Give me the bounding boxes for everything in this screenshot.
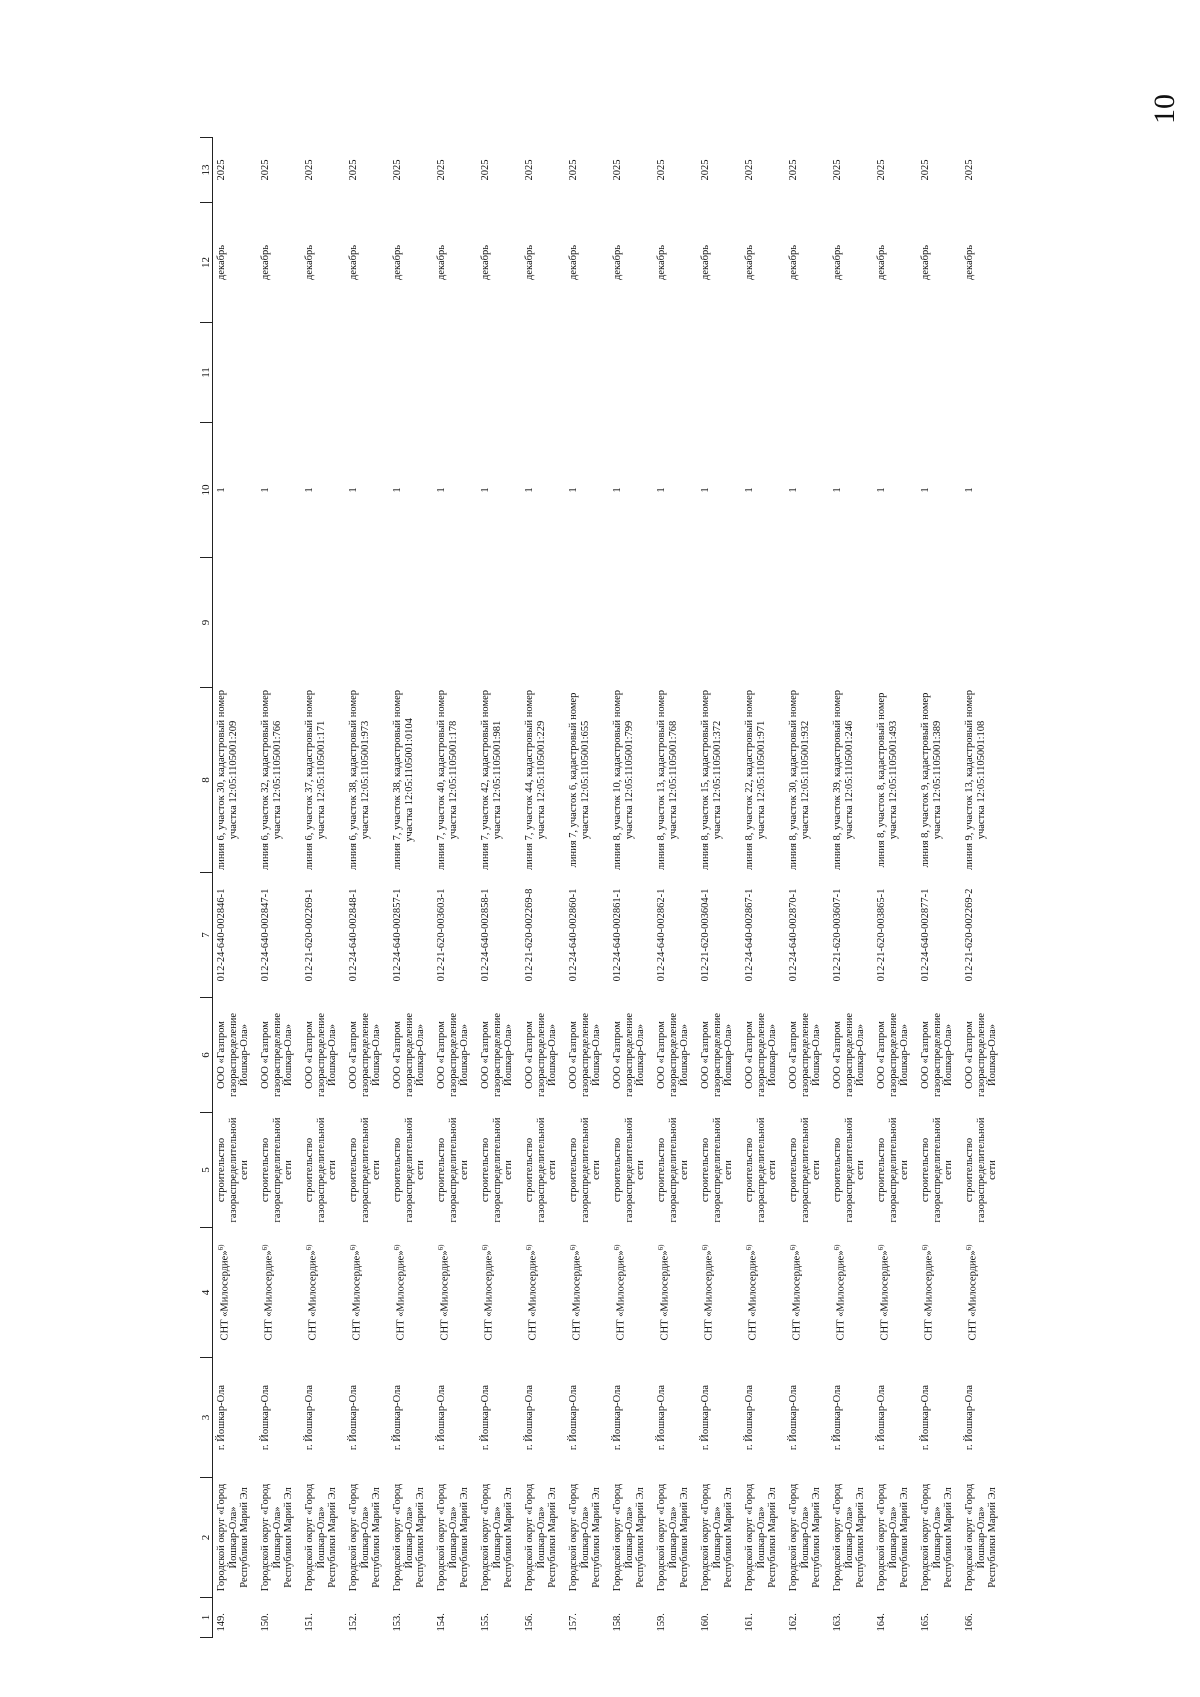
organization: ООО «Газпром газораспределение Йошкар-Ола» — [700, 1012, 734, 1098]
object-name: СНТ «Милосердие»$^{6)}$ — [261, 1244, 275, 1341]
object-name: СНТ «Милосердие»$^{6)}$ — [921, 1244, 935, 1341]
work-type: строительство газораспределительной сети — [700, 1117, 734, 1223]
column-11-value — [477, 323, 521, 423]
row-number: 155. — [480, 1613, 491, 1632]
column-11-value — [301, 323, 345, 423]
connections-count: 1 — [656, 487, 667, 493]
connections-count: 1 — [744, 487, 755, 493]
municipal-district: Городской округ «Город Йошкар-Ола» Республики Марий Эл — [392, 1483, 426, 1592]
column-11-value — [345, 323, 389, 423]
work-type: строительство газораспределительной сети — [832, 1117, 866, 1223]
completion-month: декабрь — [964, 245, 975, 280]
organization: ООО «Газпром газораспределение Йошкар-Ола» — [480, 1012, 514, 1098]
settlement: г. Йошкар-Ола — [920, 1384, 931, 1451]
row-number: 164. — [876, 1613, 887, 1632]
plot-address: линия 8, участок 15, кадастровый номер участка 12:05:1105001:372 — [700, 689, 723, 871]
organization: ООО «Газпром газораспределение Йошкар-Ола» — [524, 1012, 558, 1098]
row-number: 160. — [700, 1613, 711, 1632]
completion-month: декабрь — [480, 245, 491, 280]
connections-count: 1 — [876, 487, 887, 493]
settlement: г. Йошкар-Ола — [744, 1384, 755, 1451]
column-9-value — [609, 558, 653, 688]
application-code: 012-21-620-002269-1 — [304, 888, 315, 982]
completion-year: 2025 — [216, 159, 227, 181]
connections-count: 1 — [788, 487, 799, 493]
plot-address: линия 8, участок 8, кадастровый номер участка 12:05:1105001:493 — [876, 692, 899, 868]
footnote-mark: 6) — [701, 1244, 709, 1251]
plot-address: линия 6, участок 38, кадастровый номер участка 12:05:1105001:973 — [348, 689, 371, 871]
settlement: г. Йошкар-Ола — [656, 1384, 667, 1451]
completion-month: декабрь — [700, 245, 711, 280]
municipal-district: Городской округ «Город Йошкар-Ола» Республики Марий Эл — [348, 1483, 382, 1592]
connections-count: 1 — [260, 487, 271, 493]
application-code: 012-21-620-002269-2 — [964, 888, 975, 982]
completion-year: 2025 — [920, 159, 931, 181]
settlement: г. Йошкар-Ола — [876, 1384, 887, 1451]
application-code: 012-24-640-002848-1 — [348, 888, 359, 982]
settlement: г. Йошкар-Ола — [700, 1384, 711, 1451]
page-number: 10 — [1148, 94, 1181, 124]
table-row — [609, 138, 653, 1638]
footnote-mark: 6) — [217, 1244, 225, 1251]
settlement: г. Йошкар-Ола — [524, 1384, 535, 1451]
row-number: 162. — [788, 1613, 799, 1632]
organization: ООО «Газпром газораспределение Йошкар-Ола» — [612, 1012, 646, 1098]
table-row — [961, 138, 1005, 1638]
settlement: г. Йошкар-Ола — [568, 1384, 579, 1451]
column-number: 11 — [200, 323, 213, 423]
organization: ООО «Газпром газораспределение Йошкар-Ола» — [964, 1012, 998, 1098]
settlement: г. Йошкар-Ола — [788, 1384, 799, 1451]
footnote-mark: 6) — [965, 1244, 973, 1251]
settlement: г. Йошкар-Ола — [964, 1384, 975, 1451]
object-name: СНТ «Милосердие»$^{6)}$ — [877, 1244, 891, 1341]
plot-address: линия 8, участок 22, кадастровый номер участка 12:05:1105001:971 — [744, 689, 767, 871]
row-number: 149. — [216, 1613, 227, 1632]
plot-address: линия 6, участок 30, кадастровый номер участка 12:05:1105001:209 — [216, 689, 239, 871]
connections-count: 1 — [920, 487, 931, 493]
table-row — [433, 138, 477, 1638]
connections-count: 1 — [304, 487, 315, 493]
organization: ООО «Газпром газораспределение Йошкар-Ола» — [744, 1012, 778, 1098]
column-9-value — [345, 558, 389, 688]
settlement: г. Йошкар-Ола — [260, 1384, 271, 1451]
completion-year: 2025 — [964, 159, 975, 181]
plot-address: линия 9, участок 13, кадастровый номер участка 12:05:1105001:108 — [964, 689, 987, 871]
column-9-value — [873, 558, 917, 688]
column-9-value — [741, 558, 785, 688]
object-name: СНТ «Милосердие»$^{6)}$ — [701, 1244, 715, 1341]
work-type: строительство газораспределительной сети — [656, 1117, 690, 1223]
municipal-district: Городской округ «Город Йошкар-Ола» Республики Марий Эл — [656, 1483, 690, 1592]
row-number: 152. — [348, 1613, 359, 1632]
organization: ООО «Газпром газораспределение Йошкар-Ола» — [920, 1012, 954, 1098]
column-11-value — [697, 323, 741, 423]
organization: ООО «Газпром газораспределение Йошкар-Ола» — [216, 1012, 250, 1098]
column-11-value — [609, 323, 653, 423]
completion-month: декабрь — [744, 245, 755, 280]
column-9-value — [301, 558, 345, 688]
column-9-value — [521, 558, 565, 688]
application-code: 012-24-640-002847-1 — [260, 888, 271, 982]
footnote-mark: 6) — [393, 1244, 401, 1251]
plot-address: линия 7, участок 44, кадастровый номер участка 12:05:1105001:229 — [524, 689, 547, 871]
column-number: 12 — [200, 203, 213, 323]
settlement: г. Йошкар-Ола — [304, 1384, 315, 1451]
completion-year: 2025 — [260, 159, 271, 181]
connections-count: 1 — [436, 487, 447, 493]
municipal-district: Городской округ «Город Йошкар-Ола» Республики Марий Эл — [480, 1483, 514, 1592]
organization: ООО «Газпром газораспределение Йошкар-Ола» — [260, 1012, 294, 1098]
municipal-district: Городской округ «Город Йошкар-Ола» Республики Марий Эл — [876, 1483, 910, 1592]
organization: ООО «Газпром газораспределение Йошкар-Ола» — [876, 1012, 910, 1098]
footnote-mark: 6) — [833, 1244, 841, 1251]
footnote-mark: 6) — [349, 1244, 357, 1251]
plot-address: линия 7, участок 6, кадастровый номер участка 12:05:1105001:655 — [568, 692, 591, 868]
completion-year: 2025 — [744, 159, 755, 181]
application-code: 012-24-640-002846-1 — [216, 888, 227, 982]
completion-year: 2025 — [612, 159, 623, 181]
column-number: 5 — [200, 1113, 213, 1228]
municipal-district: Городской округ «Город Йошкар-Ола» Республики Марий Эл — [788, 1483, 822, 1592]
table-row — [521, 138, 565, 1638]
work-type: строительство газораспределительной сети — [524, 1117, 558, 1223]
table-row — [565, 138, 609, 1638]
completion-month: декабрь — [612, 245, 623, 280]
row-number: 153. — [392, 1613, 403, 1632]
application-code: 012-24-640-002870-1 — [788, 888, 799, 982]
organization: ООО «Газпром газораспределение Йошкар-Ола» — [348, 1012, 382, 1098]
table-row — [917, 138, 961, 1638]
object-name: СНТ «Милосердие»$^{6)}$ — [613, 1244, 627, 1341]
table-row — [257, 138, 301, 1638]
gasification-table — [200, 137, 1005, 1638]
row-number: 159. — [656, 1613, 667, 1632]
column-11-value — [873, 323, 917, 423]
column-number: 3 — [200, 1358, 213, 1478]
object-name: СНТ «Милосердие»$^{6)}$ — [745, 1244, 759, 1341]
column-9-value — [653, 558, 697, 688]
organization: ООО «Газпром газораспределение Йошкар-Ола» — [788, 1012, 822, 1098]
row-number: 150. — [260, 1613, 271, 1632]
completion-year: 2025 — [436, 159, 447, 181]
column-9-value — [917, 558, 961, 688]
municipal-district: Городской округ «Город Йошкар-Ола» Республики Марий Эл — [304, 1483, 338, 1592]
footnote-mark: 6) — [437, 1244, 445, 1251]
column-number: 1 — [200, 1598, 213, 1638]
organization: ООО «Газпром газораспределение Йошкар-Ола» — [568, 1012, 602, 1098]
municipal-district: Городской округ «Город Йошкар-Ола» Республики Марий Эл — [832, 1483, 866, 1592]
row-number: 158. — [612, 1613, 623, 1632]
completion-month: декабрь — [260, 245, 271, 280]
plot-address: линия 8, участок 39, кадастровый номер участка 12:05:1105001:246 — [832, 689, 855, 871]
column-11-value — [213, 323, 258, 423]
column-11-value — [917, 323, 961, 423]
completion-year: 2025 — [568, 159, 579, 181]
column-number: 2 — [200, 1478, 213, 1598]
organization: ООО «Газпром газораспределение Йошкар-Ола» — [436, 1012, 470, 1098]
plot-address: линия 8, участок 13, кадастровый номер участка 12:05:1105001:768 — [656, 689, 679, 871]
municipal-district: Городской округ «Город Йошкар-Ола» Республики Марий Эл — [920, 1483, 954, 1592]
column-number: 8 — [200, 688, 213, 873]
completion-year: 2025 — [392, 159, 403, 181]
work-type: строительство газораспределительной сети — [876, 1117, 910, 1223]
object-name: СНТ «Милосердие»$^{6)}$ — [437, 1244, 451, 1341]
footnote-mark: 6) — [789, 1244, 797, 1251]
row-number: 151. — [304, 1613, 315, 1632]
table-row — [653, 138, 697, 1638]
completion-year: 2025 — [876, 159, 887, 181]
footnote-mark: 6) — [877, 1244, 885, 1251]
object-name: СНТ «Милосердие»$^{6)}$ — [393, 1244, 407, 1341]
row-number: 163. — [832, 1613, 843, 1632]
footnote-mark: 6) — [745, 1244, 753, 1251]
connections-count: 1 — [700, 487, 711, 493]
connections-count: 1 — [216, 487, 227, 493]
footnote-mark: 6) — [569, 1244, 577, 1251]
work-type: строительство газораспределительной сети — [392, 1117, 426, 1223]
connections-count: 1 — [348, 487, 359, 493]
municipal-district: Городской округ «Город Йошкар-Ола» Республики Марий Эл — [700, 1483, 734, 1592]
completion-month: декабрь — [876, 245, 887, 280]
connections-count: 1 — [524, 487, 535, 493]
completion-month: декабрь — [392, 245, 403, 280]
completion-year: 2025 — [788, 159, 799, 181]
table-row — [345, 138, 389, 1638]
column-11-value — [741, 323, 785, 423]
column-number: 13 — [200, 138, 213, 203]
connections-count: 1 — [568, 487, 579, 493]
column-9-value — [785, 558, 829, 688]
organization: ООО «Газпром газораспределение Йошкар-Ола» — [304, 1012, 338, 1098]
table-row — [873, 138, 917, 1638]
completion-month: декабрь — [920, 245, 931, 280]
column-9-value — [477, 558, 521, 688]
work-type: строительство газораспределительной сети — [480, 1117, 514, 1223]
column-number-row — [200, 138, 213, 1638]
column-11-value — [257, 323, 301, 423]
plot-address: линия 8, участок 10, кадастровый номер участка 12:05:1105001:799 — [612, 689, 635, 871]
application-code: 012-21-620-003607-1 — [832, 888, 843, 982]
rotated-table-container — [200, 138, 1000, 1638]
column-9-value — [433, 558, 477, 688]
application-code: 012-24-640-002867-1 — [744, 888, 755, 982]
work-type: строительство газораспределительной сети — [920, 1117, 954, 1223]
municipal-district: Городской округ «Город Йошкар-Ола» Республики Марий Эл — [964, 1483, 998, 1592]
application-code: 012-21-620-003603-1 — [436, 888, 447, 982]
row-number: 154. — [436, 1613, 447, 1632]
municipal-district: Городской округ «Город Йошкар-Ола» Республики Марий Эл — [260, 1483, 294, 1592]
settlement: г. Йошкар-Ола — [392, 1384, 403, 1451]
application-code: 012-21-620-002269-8 — [524, 888, 535, 982]
table-row — [741, 138, 785, 1638]
table-row — [213, 138, 258, 1638]
completion-year: 2025 — [524, 159, 535, 181]
object-name: СНТ «Милосердие»$^{6)}$ — [349, 1244, 363, 1341]
settlement: г. Йошкар-Ола — [612, 1384, 623, 1451]
municipal-district: Городской округ «Город Йошкар-Ола» Республики Марий Эл — [436, 1483, 470, 1592]
municipal-district: Городской округ «Город Йошкар-Ола» Республики Марий Эл — [612, 1483, 646, 1592]
row-number: 165. — [920, 1613, 931, 1632]
table-body — [213, 138, 1006, 1638]
work-type: строительство газораспределительной сети — [788, 1117, 822, 1223]
plot-address: линия 7, участок 40, кадастровый номер участка 12:05:1105001:178 — [436, 689, 459, 871]
municipal-district: Городской округ «Город Йошкар-Ола» Республики Марий Эл — [744, 1483, 778, 1592]
work-type: строительство газораспределительной сети — [612, 1117, 646, 1223]
connections-count: 1 — [964, 487, 975, 493]
footnote-mark: 6) — [525, 1244, 533, 1251]
work-type: строительство газораспределительной сети — [744, 1117, 778, 1223]
object-name: СНТ «Милосердие»$^{6)}$ — [965, 1244, 979, 1341]
footnote-mark: 6) — [921, 1244, 929, 1251]
organization: ООО «Газпром газораспределение Йошкар-Ола» — [656, 1012, 690, 1098]
column-11-value — [433, 323, 477, 423]
table-row — [697, 138, 741, 1638]
completion-month: декабрь — [304, 245, 315, 280]
column-9-value — [213, 558, 258, 688]
table-header — [200, 138, 213, 1638]
column-9-value — [565, 558, 609, 688]
column-9-value — [961, 558, 1005, 688]
column-number: 9 — [200, 558, 213, 688]
application-code: 012-24-640-002858-1 — [480, 888, 491, 982]
application-code: 012-24-640-002857-1 — [392, 888, 403, 982]
settlement: г. Йошкар-Ола — [216, 1384, 227, 1451]
municipal-district: Городской округ «Город Йошкар-Ола» Республики Марий Эл — [568, 1483, 602, 1592]
settlement: г. Йошкар-Ола — [348, 1384, 359, 1451]
plot-address: линия 6, участок 32, кадастровый номер участка 12:05:1105001:766 — [260, 689, 283, 871]
row-number: 156. — [524, 1613, 535, 1632]
connections-count: 1 — [392, 487, 403, 493]
completion-year: 2025 — [348, 159, 359, 181]
row-number: 161. — [744, 1613, 755, 1632]
application-code: 012-21-620-003865-1 — [876, 888, 887, 982]
object-name: СНТ «Милосердие»$^{6)}$ — [789, 1244, 803, 1341]
plot-address: линия 8, участок 30, кадастровый номер участка 12:05:1105001:932 — [788, 689, 811, 871]
organization: ООО «Газпром газораспределение Йошкар-Ола» — [832, 1012, 866, 1098]
municipal-district: Городской округ «Город Йошкар-Ола» Республики Марий Эл — [216, 1483, 250, 1592]
table-row — [477, 138, 521, 1638]
completion-month: декабрь — [568, 245, 579, 280]
object-name: СНТ «Милосердие»$^{6)}$ — [305, 1244, 319, 1341]
column-11-value — [961, 323, 1005, 423]
organization: ООО «Газпром газораспределение Йошкар-Ола» — [392, 1012, 426, 1098]
work-type: строительство газораспределительной сети — [216, 1117, 250, 1223]
footnote-mark: 6) — [261, 1244, 269, 1251]
completion-year: 2025 — [304, 159, 315, 181]
footnote-mark: 6) — [613, 1244, 621, 1251]
completion-month: декабрь — [788, 245, 799, 280]
connections-count: 1 — [480, 487, 491, 493]
work-type: строительство газораспределительной сети — [348, 1117, 382, 1223]
column-11-value — [829, 323, 873, 423]
work-type: строительство газораспределительной сети — [568, 1117, 602, 1223]
plot-address: линия 8, участок 9, кадастровый номер участка 12:05:1105001:389 — [920, 692, 943, 868]
table-row — [301, 138, 345, 1638]
completion-month: декабрь — [436, 245, 447, 280]
completion-month: декабрь — [216, 245, 227, 280]
settlement: г. Йошкар-Ола — [480, 1384, 491, 1451]
table-row — [389, 138, 433, 1638]
connections-count: 1 — [832, 487, 843, 493]
connections-count: 1 — [612, 487, 623, 493]
column-number: 4 — [200, 1228, 213, 1358]
row-number: 166. — [964, 1613, 975, 1632]
object-name: СНТ «Милосердие»$^{6)}$ — [217, 1244, 231, 1341]
column-11-value — [521, 323, 565, 423]
row-number: 157. — [568, 1613, 579, 1632]
completion-year: 2025 — [656, 159, 667, 181]
column-number: 7 — [200, 873, 213, 998]
footnote-mark: 6) — [657, 1244, 665, 1251]
municipal-district: Городской округ «Город Йошкар-Ола» Республики Марий Эл — [524, 1483, 558, 1592]
object-name: СНТ «Милосердие»$^{6)}$ — [833, 1244, 847, 1341]
completion-month: декабрь — [656, 245, 667, 280]
column-11-value — [565, 323, 609, 423]
settlement: г. Йошкар-Ола — [832, 1384, 843, 1451]
application-code: 012-24-640-002877-1 — [920, 888, 931, 982]
application-code: 012-24-640-002861-1 — [612, 888, 623, 982]
object-name: СНТ «Милосердие»$^{6)}$ — [657, 1244, 671, 1341]
completion-month: декабрь — [524, 245, 535, 280]
work-type: строительство газораспределительной сети — [260, 1117, 294, 1223]
work-type: строительство газораспределительной сети — [964, 1117, 998, 1223]
work-type: строительство газораспределительной сети — [436, 1117, 470, 1223]
completion-month: декабрь — [348, 245, 359, 280]
column-9-value — [389, 558, 433, 688]
completion-year: 2025 — [480, 159, 491, 181]
work-type: строительство газораспределительной сети — [304, 1117, 338, 1223]
object-name: СНТ «Милосердие»$^{6)}$ — [481, 1244, 495, 1341]
column-11-value — [785, 323, 829, 423]
column-11-value — [653, 323, 697, 423]
completion-year: 2025 — [832, 159, 843, 181]
footnote-mark: 6) — [481, 1244, 489, 1251]
object-name: СНТ «Милосердие»$^{6)}$ — [569, 1244, 583, 1341]
column-9-value — [257, 558, 301, 688]
application-code: 012-24-640-002862-1 — [656, 888, 667, 982]
settlement: г. Йошкар-Ола — [436, 1384, 447, 1451]
plot-address: линия 7, участок 38, кадастровый номер участка 12:05:1105001:0104 — [392, 689, 415, 871]
application-code: 012-21-620-003604-1 — [700, 888, 711, 982]
column-9-value — [697, 558, 741, 688]
column-number: 6 — [200, 998, 213, 1113]
column-number: 10 — [200, 423, 213, 558]
footnote-mark: 6) — [305, 1244, 313, 1251]
column-11-value — [389, 323, 433, 423]
completion-year: 2025 — [700, 159, 711, 181]
column-9-value — [829, 558, 873, 688]
application-code: 012-24-640-002860-1 — [568, 888, 579, 982]
table-row — [785, 138, 829, 1638]
table-row — [829, 138, 873, 1638]
plot-address: линия 6, участок 37, кадастровый номер участка 12:05:1105001:171 — [304, 689, 327, 871]
completion-month: декабрь — [832, 245, 843, 280]
plot-address: линия 7, участок 42, кадастровый номер участка 12:05:1105001:981 — [480, 689, 503, 871]
object-name: СНТ «Милосердие»$^{6)}$ — [525, 1244, 539, 1341]
